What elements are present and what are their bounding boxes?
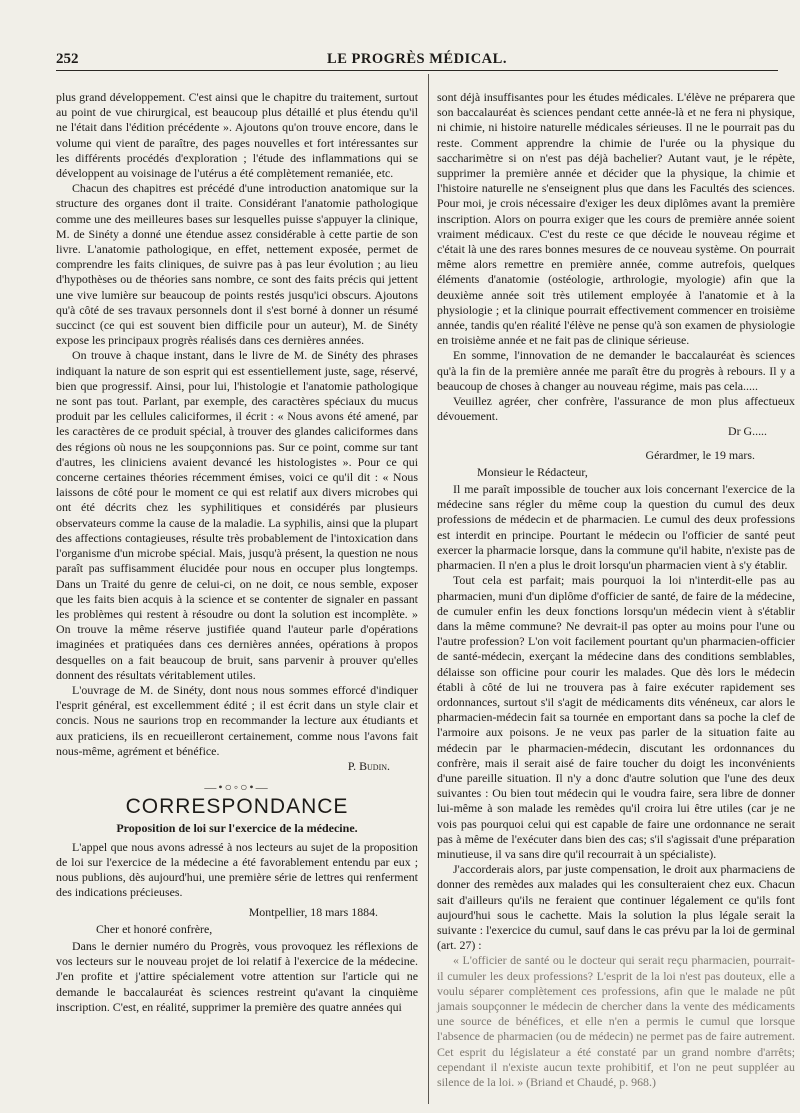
letter-quotation: « L'officier de santé ou le docteur qui serait reçu pharmacien, pourrait-il cumuler les deux professions? L'esprit de la loi n'est pas douteux, elle a voulu séparer complètement ces professions, afin que le malade ne pût jamais soupçonner le médecin de chercher dans la vente des médicaments une source de bénéfices, et elle n'en a permis le cumul que lorsque l'absence de pharmacien (ou de médecin) ne permet pas de faire autrement. Cet esprit du législateur a été constaté par un grand nombre d'arrêts; cependant il n'existe aucun texte prohibitif, et l'on ne peut suppléer au silence de la loi. » (Briand et Chaudé, p. 968.) [437, 953, 795, 1089]
letter-closing: Veuillez agréer, cher confrère, l'assurance de mon plus affectueux dévouement. [437, 394, 795, 424]
section-ornament: —•○◦○•— [204, 780, 270, 795]
letter-greeting: Cher et honoré confrère, [96, 921, 213, 936]
correspondence-intro: L'appel que nous avons adressé à nos lecteurs au sujet de la proposition de loi sur l'exercice de la médecine a été favorablement entendu par eux ; nous publions, dès aujourd'hui, une première série de lettres qui renferment des indications précieuses. [56, 839, 418, 900]
page-number: 252 [56, 51, 79, 67]
page-header [56, 48, 778, 71]
column-divider [428, 74, 429, 1104]
review-paragraph: Chacun des chapitres est précédé d'une introduction anatomique sur la structure des organes dont il traite. Considérant l'anatomie pathologique comme une des meilleures bases sur lesquelles puisse s'appuyer la clinique, M. de Sinéty a donné une étendue assez considérable à cette partie de son livre. L'anatomie pathologique, en effet, nettement exposée, permet de comprendre les faits cliniques, de suivre pas à pas leur évolution ; au lieu d'hypothèses ou de théories sans nombre, ce sont des faits précis qui jettent une vive lumière sur beaucoup de points restés jusqu'ici obscurs. Ajoutons qu'à côté de ses travaux personnels dont il s'est borné à donner un résumé succinct (ce qui est souvent bien difficile pour un auteur), M. de Sinéty expose les principaux progrès réalisés dans ces dernières années. [56, 181, 418, 348]
journal-title: LE PROGRÈS MÉDICAL. [327, 51, 507, 67]
left-column [56, 90, 418, 1015]
letter-paragraph: Il me paraît impossible de toucher aux lois concernant l'exercice de la médecine sans régler du même coup la question du cumul des deux professions de médecin et de pharmacien. Le cumul des deux professions est interdit en principe. Pourtant le médecin ou l'officier de santé peut exercer la pharmacie lorsque, dans la commune qu'il habite, n'existe pas de pharmacien. Il n'en a plus le droit lorsqu'un pharmacien vient à s'y établir. [437, 482, 795, 573]
letter-greeting: Monsieur le Rédacteur, [477, 464, 588, 479]
letter-dateline: Montpellier, 18 mars 1884. [248, 904, 378, 919]
section-subtitle: Proposition de loi sur l'exercice de la médecine. [116, 820, 358, 835]
review-paragraph: plus grand développement. C'est ainsi que le chapitre du traitement, surtout au point de vue chirurgical, est beaucoup plus détaillé et plus étendu qu'il ne l'était dans l'édition précédente ». Ajoutons qu'on trouve encore, dans le volume qui vient de paraître, des pages nouvelles et fort intéressantes sur les différents procédés d'exploration ; l'étude des inflammations qui se développent au voisinage de l'utérus a été complètement remaniée, etc. [56, 90, 418, 181]
review-signature: P. Budin. [347, 758, 390, 773]
right-column [437, 90, 795, 1090]
review-paragraph: L'ouvrage de M. de Sinéty, dont nous nous sommes efforcé d'indiquer l'esprit général, est excellemment édité ; il est écrit dans un style clair et concis. Nous ne saurions trop en recommander la lecture aux étudiants et aux praticiens, ils en recueilleront certainement, comme nous l'avons fait nous-même, agrément et bénéfice. [56, 682, 418, 758]
letter-paragraph: J'accorderais alors, par juste compensation, le droit aux pharmaciens de donner des remèdes aux malades qui les consulteraient chez eux. Chacun sait d'ailleurs qu'ils ne feraient que continuer légalement ce qu'ils font aujourd'hui sous le cachette. Mais la solution la plus légale serait la suivante : l'exercice du cumul, sauf dans le cas prévu par la loi de germinal (art. 27) : [437, 862, 795, 953]
letter-paragraph: Dans le dernier numéro du Progrès, vous provoquez les réflexions de vos lecteurs sur le nouveau projet de loi relatif à l'exercice de la médecine. J'en profite et j'attire spécialement votre attention sur l'article qui ne demande le baccalauréat ès sciences restreint qu'avant la cinquième inscription. C'est, en réalité, supprimer la première des quatre années qui [56, 938, 418, 1014]
letter-paragraph: sont déjà insuffisantes pour les études médicales. L'élève ne préparera que son baccalauréat ès sciences pendant cette année-là et ne fera ni physique, ni chimie, ni histoire naturelle médicales sérieuses. Il ne le pourrait pas du reste. Comment apprendre la chimie de l'urée ou la physique du saccharimètre si on n'est pas déjà bachelier? Autant vaut, je le répète, supprimer la première année et décider que la physique, la chimie et l'histoire naturelle ne s'enseignent plus que dans les Facultés des sciences. Pour moi, je crois nécessaire d'exiger les deux diplômes avant la première inscription. Alors on pourra exiger que les cours de première année soient vraiment médicaux. C'est du reste ce que décide le nouveau régime et c'était là une des rares bonnes mesures de ce nouveau système. On pourrait même alors remettre en première année, comme autrefois, quelques éléments d'anatomie (ostéologie, arthrologie, myologie) afin que la deuxième année soit très utilement employée à l'anatomie et à la physiologie ; et la clinique pourrait effectivement commencer en troisième année, tandis qu'en réalité l'élève ne pense qu'à son examen de physiologie en troisième année et ne fait pas de clinique sérieuse. [437, 90, 795, 348]
letter-paragraph: Tout cela est parfait; mais pourquoi la loi n'interdit-elle pas au pharmacien, muni d'un diplôme d'officier de santé, de faire de la médecine, de cumuler enfin les deux fonctions lorsqu'un médecin vient à s'établir dans la même commune? Ne devrait-il pas opter au moins pour l'une ou l'autre profession? L'on voit facilement pourtant qu'un pharmacien-officier de santé-médecin, exerçant la médecine dans des conditions semblables, délaisse son officine pour courir les malades. Que dès lors le médecin établi à côté de lui ne trouvera pas à faire exécuter rapidement ses ordonnances, surtout s'il s'agit de médicaments dits vénéneux, car alors le pharmacien-médecin fait sa tournée en emportant dans sa poche la clef de l'armoire aux poisons. Je ne veux pas parler de la situation faite au médecin par le pharmacien-médecin, discutant les ordonnances du confrère, mais il serait aisé de faire toucher du doigt les inconvénients d'une pareille situation. Il n'y a donc d'autre solution que l'une des deux suivantes : Ou bien tout médecin qui le voudra faire, sera libre de donner lui-même à son malade les remèdes qu'il croira lui être utiles (car je ne vois pas pourquoi celui qui est capable de faire une ordonnance ne serait pas à même de l'exécuter dans bien des cas; s'il s'agissait d'une préparation minutieuse, il va sans dire qu'il recourrait à un spécialiste). [437, 573, 795, 861]
section-title: CORRESPONDANCE [125, 795, 349, 819]
letter-dateline: Gérardmer, le 19 mars. [645, 447, 755, 462]
letter-signature: Dr G..... [728, 424, 767, 439]
review-paragraph: On trouve à chaque instant, dans le livre de M. de Sinéty des phrases indiquant la nature de son esprit qui est essentiellement juste, sage, réservé, bien que progressif. Ainsi, pour lui, l'histologie et l'anatomie pathologique ne sont pas tout. Parlant, par exemple, des caractères spéciaux du mucus produit par les cellules caliciformes, il écrit : « Nous avons été amené, par les caractères de ce produit spécial, à trouver des glandes caliciformes dans des régions où nous ne les soupçonnions pas. Sur ce point, comme sur tant d'autres, les cliniciens avaient devancé les histologistes ». Pour ce qui concerne certaines théories récemment émises, voici ce qu'il dit : « Nous laissons de côté pour le moment ce qui est relatif aux divers microbes qui ont été décrits chez les syphilitiques et considérés par plusieurs observateurs comme la cause de la maladie. La syphilis, ainsi que la plupart des affections contagieuses, résulte très probablement de l'intoxication dans l'organisme d'un microbe spécial. Mais, jusqu'à présent, la question ne nous paraît pas suffisamment élucidée pour nous en occuper plus longtemps. Dans un Traité du genre de celui-ci, on ne doit, ce nous semble, exposer que les faits bien acquis à la science et se contenter de signaler en passant les problèmes qui restent à résoudre ou dont la solution est incomplète. » On trouve la même réserve justifiée quand l'auteur parle d'opérations imaginées et pratiquées dans ces dernières années, opérations à propos desquelles on a fait beaucoup de bruit, sans parvenir à prouver qu'elles donnent des résultats véritablement utiles. [56, 348, 418, 682]
letter-paragraph: En somme, l'innovation de ne demander le baccalauréat ès sciences qu'à la fin de la première année me paraît être du progrès à rebours. Il y a beaucoup de choses à changer au nouveau régime, mais pas cela..... [437, 348, 795, 393]
